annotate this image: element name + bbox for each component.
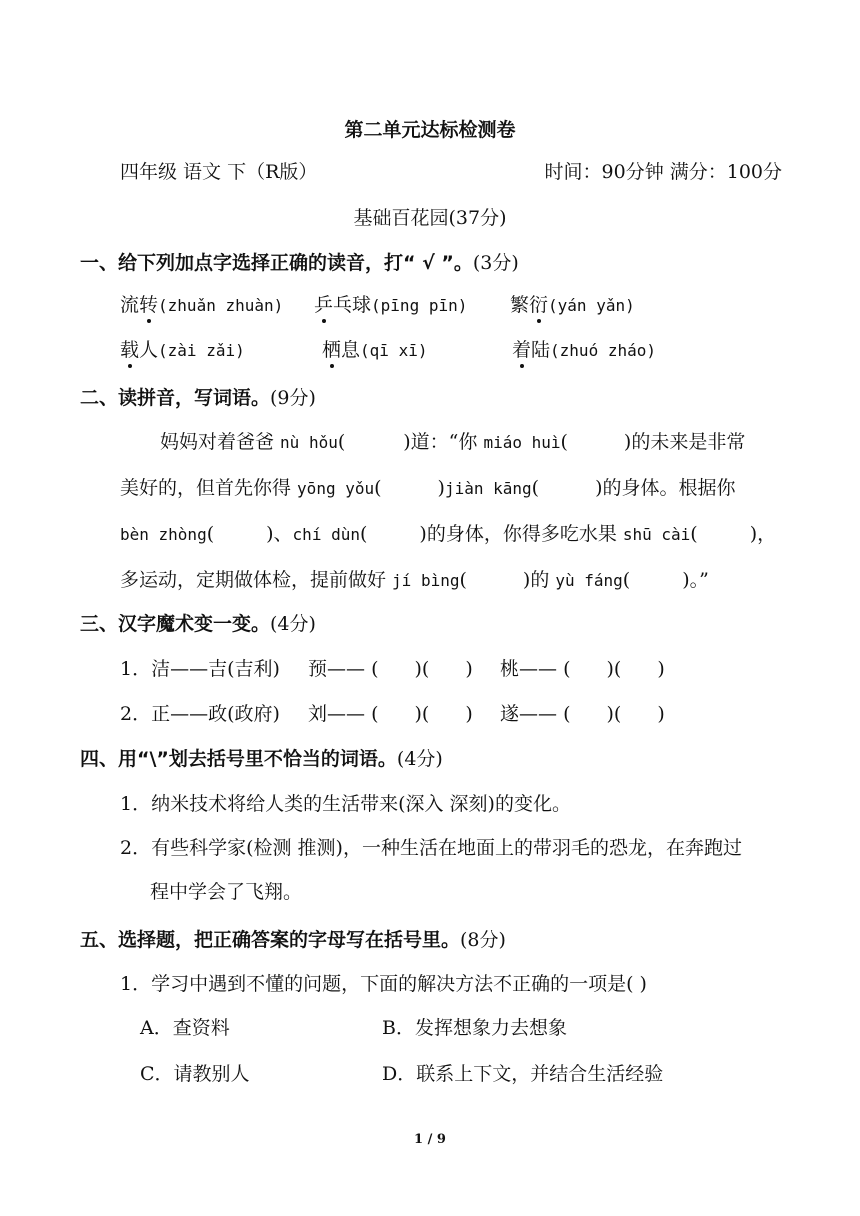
- section-4-heading: [80, 745, 443, 773]
- s2-text: 美好的，但首先你得: [120, 477, 298, 499]
- s2-paren: (: [622, 569, 631, 591]
- section-4-points: (4分): [396, 748, 443, 770]
- s2-pinyin-5: bèn zhòng: [120, 525, 207, 544]
- s1-item-5: [322, 336, 427, 365]
- s1-item-1-pinyin: (zhuǎn zhuàn): [158, 296, 284, 315]
- s1-item-4: [120, 336, 245, 365]
- s2-paren: (: [374, 477, 382, 499]
- s4-question-1: 1．纳米技术将给人类的生活带来(深入 深刻)的变化。: [120, 793, 571, 815]
- section-5-points: (8分): [460, 929, 506, 951]
- s2-text: )。”: [682, 569, 709, 591]
- s2-text: )的身体。根据你: [595, 477, 736, 499]
- s3-row-1: [120, 655, 280, 683]
- s3-row-2: [120, 700, 280, 728]
- section-1-title: 一、给下列加点字选择正确的读音，打“ √ ”。: [80, 252, 473, 274]
- s5-question-1: 1．学习中遇到不懂的问题，下面的解决方法不正确的一项是( ): [120, 973, 647, 995]
- s3-paren: ): [414, 658, 422, 680]
- s2-paren: (: [560, 431, 568, 453]
- s1-item-5-pinyin: (qī xī): [360, 341, 428, 360]
- s3-row-1-number: 1．: [120, 658, 152, 680]
- s2-paren: (: [531, 477, 540, 499]
- s2-paren: (: [690, 523, 698, 545]
- section-1-heading: [80, 249, 519, 277]
- s1-item-2: [314, 291, 467, 320]
- s2-paren: (: [337, 431, 346, 453]
- section-3-title: 三、汉字魔术变一变。: [80, 613, 271, 635]
- s3-paren: (: [613, 703, 622, 725]
- s4-question-2-continued: 程中学会了飞翔。: [150, 881, 303, 903]
- s2-text: 多运动，定期做体检，提前做好: [120, 569, 393, 591]
- s1-item-1-pre: 流: [120, 294, 140, 316]
- s2-text: )道：“你: [403, 431, 484, 453]
- s2-pinyin-1: nù hǒu: [280, 433, 338, 452]
- s1-item-4-pinyin: (zài zǎi): [158, 341, 245, 360]
- s3-row-1-item-1: [308, 655, 473, 683]
- s3-char-label: 刘——: [308, 703, 366, 725]
- section-2-points: (9分): [270, 387, 316, 409]
- s1-item-4-rest: 人: [139, 339, 159, 361]
- s1-item-3-pinyin: (yán yǎn): [548, 296, 635, 315]
- s1-item-6: [512, 336, 656, 365]
- s3-paren: ): [657, 658, 665, 680]
- s2-pinyin-7: shū cài: [622, 525, 691, 544]
- s2-text: )的身体，你得多吃水果: [419, 523, 623, 545]
- s3-paren: ): [414, 703, 422, 725]
- section-5-heading: [80, 926, 506, 954]
- section-5-title: 五、选择题，把正确答案的字母写在括号里。: [80, 929, 461, 951]
- time-score-info: 时间：90分钟 满分：100分: [544, 161, 782, 183]
- s3-paren: ): [465, 703, 473, 725]
- s3-paren: ): [465, 658, 473, 680]
- s2-text: 妈妈对着爸爸: [160, 431, 281, 453]
- s3-row-2-item-2: [500, 700, 665, 728]
- s1-item-6-pinyin: (zhuó zháo): [550, 341, 656, 360]
- s1-item-2-pinyin: (pīng pīn): [371, 296, 468, 315]
- s3-paren: (: [371, 658, 379, 680]
- section-2-title: 二、读拼音，写词语。: [80, 387, 271, 409]
- s2-paren: (: [459, 569, 467, 591]
- s1-item-6-dotted: 着: [512, 336, 531, 364]
- s2-paren: ): [437, 477, 445, 499]
- s2-paren: (: [206, 523, 215, 545]
- s3-paren: (: [421, 658, 430, 680]
- s3-paren: ): [657, 703, 665, 725]
- s3-char-label: 预——: [308, 658, 366, 680]
- s2-text: )的: [522, 569, 556, 591]
- section-4-title: 四、用“\”划去括号里不恰当的词语。: [80, 748, 397, 770]
- s2-line-2: [120, 474, 736, 503]
- s3-row-2-example: 正——政(政府): [151, 703, 280, 725]
- s5-option-d[interactable]: D．联系上下文，并结合生活经验: [382, 1063, 664, 1085]
- s5-option-b[interactable]: B．发挥想象力去想象: [382, 1017, 567, 1039]
- s5-option-a[interactable]: A．查资料: [140, 1017, 230, 1039]
- s2-pinyin-4: jiàn kāng: [444, 479, 532, 498]
- s1-item-3-dotted: 衍: [529, 291, 548, 319]
- s2-pinyin-2: miáo huì: [483, 433, 561, 452]
- s1-item-2-dotted: 乒: [314, 291, 333, 319]
- page-number: 1 / 9: [414, 1132, 446, 1147]
- s2-line-1: [160, 428, 745, 457]
- s1-item-2-rest: 乓球: [333, 294, 372, 316]
- s3-row-1-item-2: [500, 655, 665, 683]
- s2-pinyin-8: jí bìng: [392, 571, 460, 590]
- grade-info: 四年级 语文 下（R版）: [120, 161, 318, 183]
- s1-item-4-dotted: 载: [120, 336, 139, 364]
- section-1-points: (3分): [472, 252, 519, 274]
- s3-row-2-number: 2．: [120, 703, 152, 725]
- s3-paren: (: [371, 703, 379, 725]
- s3-row-2-item-1: [308, 700, 473, 728]
- section-2-heading: [80, 384, 316, 412]
- s2-text: )、: [266, 523, 293, 545]
- s2-line-4: [120, 566, 709, 595]
- section-3-points: (4分): [270, 613, 316, 635]
- s3-paren: (: [563, 703, 571, 725]
- s3-char-label: 遂——: [500, 703, 558, 725]
- s1-item-1: [120, 291, 283, 320]
- part-heading: 基础百花园(37分): [353, 207, 507, 229]
- s3-paren: ): [606, 703, 614, 725]
- s4-question-2: 2．有些科学家(检测 推测)，一种生活在地面上的带羽毛的恐龙，在奔跑过: [120, 837, 742, 859]
- s5-option-c[interactable]: C．请教别人: [140, 1063, 250, 1085]
- s3-char-label: 桃——: [500, 658, 558, 680]
- s1-item-5-dotted: 栖: [322, 336, 341, 364]
- s1-item-3: [510, 291, 635, 320]
- s2-pinyin-3: yōng yǒu: [297, 479, 375, 498]
- s1-item-3-pre: 繁: [510, 294, 530, 316]
- s2-paren: (: [359, 523, 368, 545]
- section-3-heading: [80, 610, 316, 638]
- s2-line-3: [120, 520, 776, 549]
- s3-paren: ): [606, 658, 614, 680]
- s2-pinyin-9: yù fáng: [555, 571, 623, 590]
- s3-paren: (: [421, 703, 430, 725]
- s3-row-1-example: 洁——吉(吉利): [151, 658, 280, 680]
- s1-item-1-dotted: 转: [139, 291, 158, 319]
- s2-pinyin-6: chí dùn: [292, 525, 360, 544]
- s3-paren: (: [613, 658, 622, 680]
- s2-text: )的未来是非常: [623, 431, 746, 453]
- s1-item-5-rest: 息: [341, 339, 361, 361]
- s3-paren: (: [563, 658, 571, 680]
- page-title: 第二单元达标检测卷: [344, 119, 516, 141]
- s2-text: )，: [749, 523, 777, 545]
- s1-item-6-rest: 陆: [531, 339, 551, 361]
